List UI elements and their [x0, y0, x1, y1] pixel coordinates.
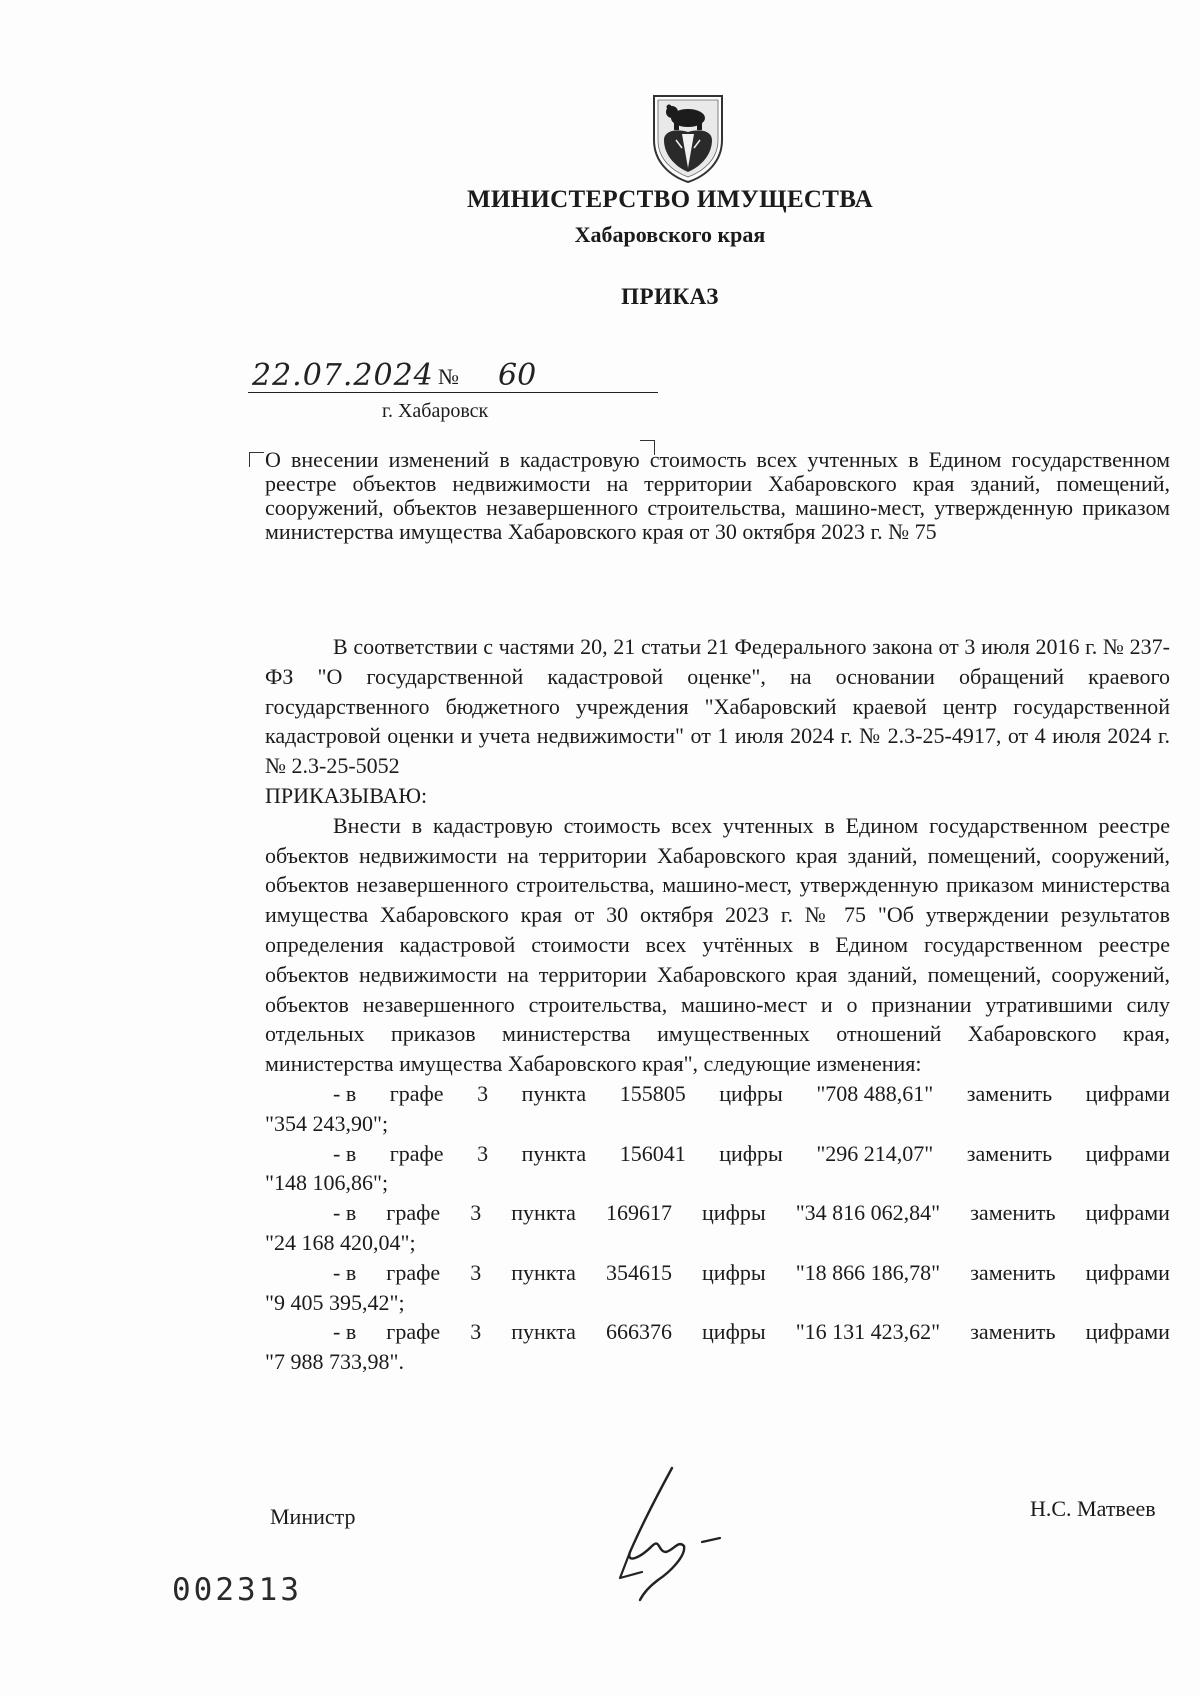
change-word: графе	[389, 1080, 444, 1106]
change-word: пункта	[511, 1259, 576, 1285]
change-word: 666376	[605, 1319, 672, 1345]
change-word: - в	[333, 1200, 357, 1226]
order-word: ПРИКАЗЫВАЮ:	[265, 782, 428, 808]
change-word: графе	[386, 1259, 441, 1285]
change-new-value: "9 405 395,42";	[265, 1289, 405, 1315]
change-word: цифры	[702, 1259, 766, 1285]
serial-number: 002313	[172, 1572, 302, 1608]
change-word: 3	[470, 1259, 482, 1285]
change-line	[265, 1317, 1170, 1347]
change-word: заменить	[970, 1200, 1056, 1226]
change-line	[265, 1079, 1170, 1109]
change-word: "296 214,07"	[816, 1140, 934, 1166]
change-line	[265, 1198, 1170, 1228]
change-word: цифрами	[1085, 1080, 1170, 1106]
order-body	[265, 632, 1170, 1377]
change-word: 156041	[619, 1140, 686, 1166]
change-word: цифрами	[1085, 1140, 1170, 1166]
date-number-line	[248, 358, 658, 393]
change-word: заменить	[966, 1080, 1053, 1106]
subject-corner-mark-left	[249, 452, 264, 467]
change-word: цифрами	[1085, 1259, 1170, 1285]
change-line	[265, 1139, 1170, 1169]
change-word: 3	[470, 1200, 482, 1226]
handwritten-number: 60	[498, 358, 537, 393]
change-item	[265, 1079, 1170, 1139]
change-word: цифрами	[1085, 1319, 1170, 1345]
change-word: 3	[477, 1140, 489, 1166]
change-word: цифры	[719, 1140, 783, 1166]
change-word: "16 131 423,62"	[795, 1319, 941, 1345]
change-word: пункта	[521, 1140, 587, 1166]
change-new-value: "7 988 733,98".	[265, 1349, 404, 1375]
handwritten-signature	[600, 1460, 770, 1610]
number-sign: №	[438, 364, 459, 389]
change-word: 3	[477, 1080, 489, 1106]
change-word: "34 816 062,84"	[795, 1200, 941, 1226]
order-subject: О внесении изменений в кадастровую стоимость всех учтенных в Едином государственном реестре объектов недвижимости на территории Хабаровского края зданий, помещений, сооружений, объектов незавершенного строительства, машино-мест, утвержденную приказом министерства имущества Хабаровского края от 30 октября 2023 г. № 75	[265, 447, 1170, 544]
change-line	[265, 1258, 1170, 1288]
instruction-paragraph: Внести в кадастровую стоимость всех учтенных в Едином государственном реестре объектов недвижимости на территории Хабаровского края зданий, помещений, сооружений, объектов незавершенного строительства, машино-мест, утвержденную приказом министерства имущества Хабаровского края от 30 октября 2023 г. № 75 "Об утверждении результатов определения кадастровой стоимости всех учтённых в Едином государственном реестре объектов недвижимости на территории Хабаровского края зданий, помещений, сооружений, объектов незавершенного строительства, машино-мест и о признании утратившими силу отдельных приказов министерства имущественных отношений Хабаровского края, министерства имущества Хабаровского края", следующие изменения:	[265, 812, 1170, 1077]
legal-basis-paragraph: В соответствии с частями 20, 21 статьи 21 Федерального закона от 3 июля 2016 г. № 237-ФЗ "О государственной кадастровой оценке", на основании обращений краевого государственного бюджетного учреждения "Хабаровский краевой центр государственной кадастровой оценки и учета недвижимости" от 1 июля 2024 г. № 2.3-25-4917, от 4 июля 2024 г. № 2.3-25-5052	[265, 634, 1170, 779]
change-word: заменить	[966, 1140, 1053, 1166]
change-word: графе	[389, 1140, 444, 1166]
change-word: 169617	[605, 1200, 672, 1226]
city: г. Хабаровск	[382, 400, 489, 422]
change-new-value: "24 168 420,04";	[265, 1229, 416, 1255]
change-word: - в	[333, 1140, 357, 1166]
change-word: графе	[386, 1200, 441, 1226]
change-word: пункта	[511, 1200, 576, 1226]
change-new-value: "148 106,86";	[265, 1170, 389, 1196]
change-word: заменить	[970, 1259, 1056, 1285]
handwritten-date: 22.07.2024	[252, 358, 434, 393]
change-item	[265, 1198, 1170, 1258]
signer-role: Министр	[270, 1504, 356, 1529]
change-word: пункта	[521, 1080, 587, 1106]
change-word: цифрами	[1085, 1200, 1170, 1226]
change-item	[265, 1258, 1170, 1318]
change-item	[265, 1317, 1170, 1377]
org-subtitle: Хабаровского края	[574, 222, 766, 247]
change-word: "708 488,61"	[816, 1080, 934, 1106]
change-word: "18 866 186,78"	[795, 1259, 941, 1285]
org-title: МИНИСТЕРСТВО ИМУЩЕСТВА	[466, 186, 873, 213]
change-word: - в	[333, 1319, 357, 1345]
change-word: 354615	[605, 1259, 672, 1285]
change-word: графе	[386, 1319, 441, 1345]
change-word: 155805	[619, 1080, 686, 1106]
change-word: заменить	[970, 1319, 1056, 1345]
signer-name: Н.С. Матвеев	[1030, 1496, 1156, 1521]
change-item	[265, 1139, 1170, 1199]
change-word: цифры	[702, 1319, 766, 1345]
document-type: ПРИКАЗ	[621, 284, 719, 309]
change-new-value: "354 243,90";	[265, 1110, 389, 1136]
changes-list	[265, 1079, 1170, 1377]
change-word: пункта	[511, 1319, 576, 1345]
khabarovsk-coat-of-arms-icon	[650, 92, 726, 184]
change-word: цифры	[719, 1080, 783, 1106]
change-word: - в	[333, 1259, 357, 1285]
change-word: - в	[333, 1080, 357, 1106]
change-word: цифры	[702, 1200, 766, 1226]
change-word: 3	[470, 1319, 482, 1345]
